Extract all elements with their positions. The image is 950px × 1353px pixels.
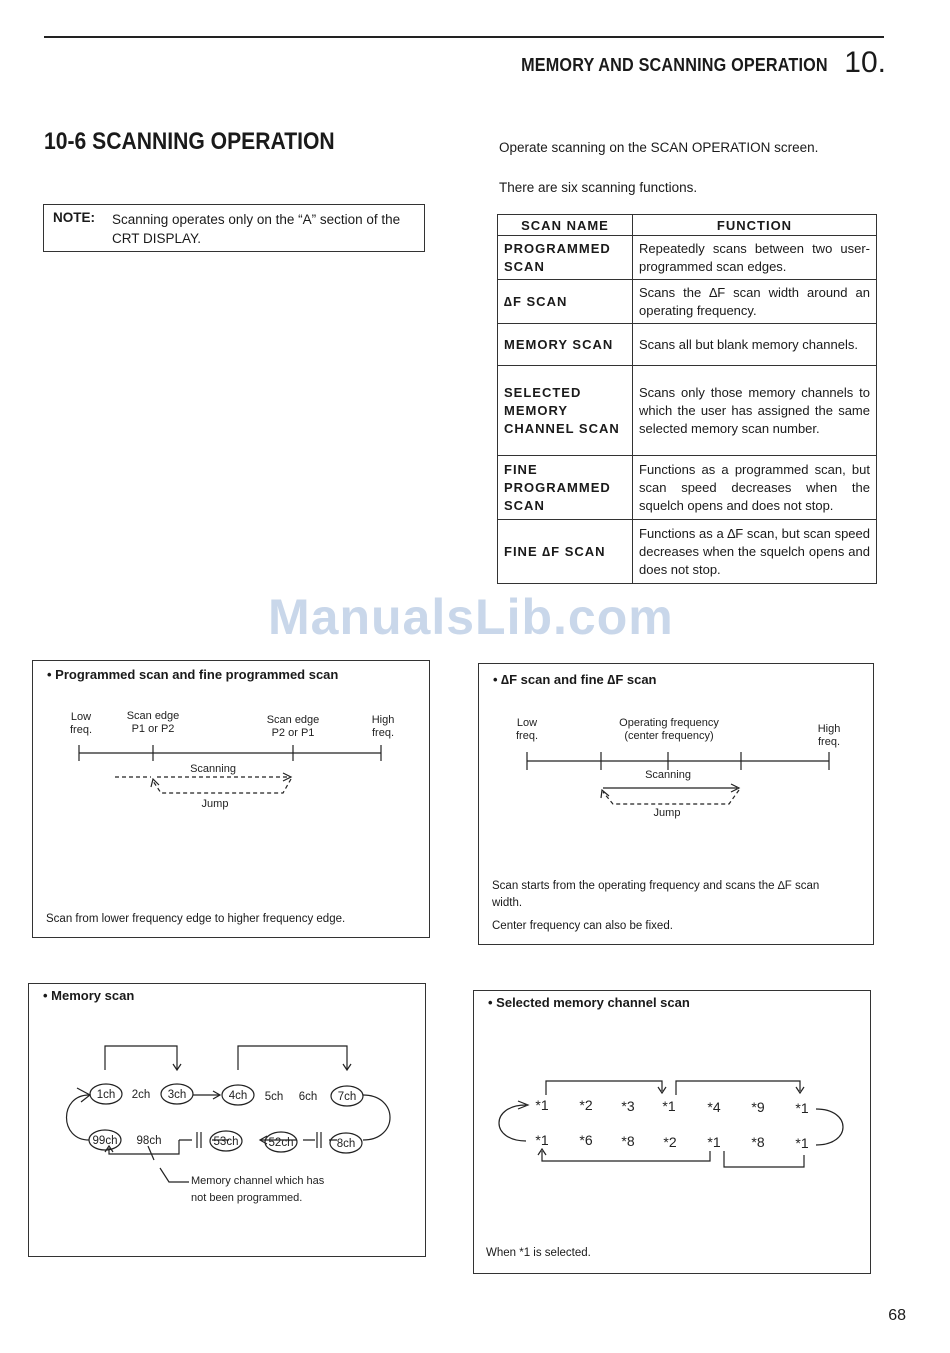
wrap-arrow bbox=[499, 1105, 526, 1141]
scan-name: FINE PROGRAMMED SCAN bbox=[498, 456, 633, 520]
scan-functions-table bbox=[497, 214, 877, 584]
note-text: Scanning operates only on the “A” section of the CRT DISPLAY. bbox=[112, 212, 401, 246]
center-label: Operating frequency bbox=[619, 717, 719, 729]
jump-label: Jump bbox=[653, 807, 681, 819]
table-header-function: FUNCTION bbox=[633, 215, 877, 236]
selected-channel-label: *2 bbox=[663, 1134, 677, 1150]
edge1-label-2: P1 or P2 bbox=[131, 723, 175, 735]
selected-channel-label: *1 bbox=[535, 1097, 549, 1113]
channel-label: 53ch bbox=[213, 1136, 239, 1148]
note-box bbox=[43, 204, 425, 252]
channel-label: 1ch bbox=[96, 1089, 116, 1101]
channel-label: 7ch bbox=[337, 1091, 357, 1103]
high-label: High bbox=[817, 723, 841, 735]
scan-name: SELECTED MEMORY CHANNEL SCAN bbox=[498, 366, 633, 456]
section-title: 10-6 SCANNING OPERATION bbox=[44, 128, 335, 155]
selected-channel-label: *8 bbox=[621, 1133, 635, 1149]
channel-label: 2ch bbox=[131, 1089, 151, 1101]
scan-name: FINE ∆F SCAN bbox=[498, 520, 633, 584]
panel-title: • ∆F scan and fine ∆F scan bbox=[493, 672, 657, 687]
pointer-line bbox=[148, 1146, 154, 1160]
scan-function: Functions as a ∆F scan, but scan speed decreases when the squelch opens and does not stop. bbox=[633, 520, 877, 584]
loop-arrow bbox=[105, 1046, 177, 1070]
break-icon bbox=[317, 1132, 321, 1148]
selected-channel-label: *3 bbox=[621, 1098, 635, 1114]
page-number: 68 bbox=[888, 1307, 906, 1324]
low-label-2: freq. bbox=[515, 730, 539, 742]
scan-function: Functions as a programmed scan, but scan speed decreases when the squelch opens and does not stop. bbox=[633, 456, 877, 520]
selected-channel-label: *6 bbox=[579, 1132, 593, 1148]
loop-arrow bbox=[724, 1151, 804, 1167]
jump-label: Jump bbox=[201, 798, 229, 810]
panel-caption: When *1 is selected. bbox=[486, 1247, 591, 1259]
table-row bbox=[498, 324, 877, 366]
jump-arrow bbox=[153, 779, 291, 793]
arrowhead-icon bbox=[601, 790, 609, 798]
channel-label: 99ch bbox=[92, 1135, 118, 1147]
intro-line-2: There are six scanning functions. bbox=[499, 180, 698, 195]
selected-channel-label: *1 bbox=[535, 1132, 549, 1148]
scan-function: Scans only those memory channels to which the user has assigned the same selected memory scan number. bbox=[633, 366, 877, 456]
selected-channel-label: *1 bbox=[662, 1098, 676, 1114]
channel-label: 6ch bbox=[298, 1091, 318, 1103]
memory-scan-diagram bbox=[29, 984, 425, 1256]
programmed-scan-diagram bbox=[33, 661, 429, 937]
table-header-name: SCAN NAME bbox=[498, 215, 633, 236]
chapter-title: MEMORY AND SCANNING OPERATION bbox=[521, 55, 828, 75]
chapter-number: 10. bbox=[844, 46, 886, 79]
loop-arrow bbox=[542, 1151, 710, 1161]
channel-label: 5ch bbox=[264, 1091, 284, 1103]
table-row bbox=[498, 280, 877, 324]
low-label-2: freq. bbox=[69, 724, 93, 736]
table-row bbox=[498, 456, 877, 520]
panel-caption: Scan starts from the operating frequency and scans the ∆F scan width. bbox=[492, 880, 820, 909]
scan-function: Repeatedly scans between two user-programmed scan edges. bbox=[633, 236, 877, 280]
table-header-row bbox=[498, 215, 877, 236]
channel-label: 52ch bbox=[268, 1137, 294, 1149]
table-row bbox=[498, 236, 877, 280]
loop-arrow bbox=[238, 1046, 347, 1070]
selected-channel-label: *1 bbox=[795, 1100, 809, 1116]
edge1-label: Scan edge bbox=[126, 710, 180, 722]
panel-memory-scan bbox=[28, 983, 426, 1257]
high-label-2: freq. bbox=[817, 736, 841, 748]
panel-title: • Selected memory channel scan bbox=[488, 995, 690, 1010]
low-label: Low bbox=[70, 711, 92, 723]
scan-function: Scans the ∆F scan width around an operating frequency. bbox=[633, 280, 877, 324]
panel-selected-memory-scan bbox=[473, 990, 871, 1274]
high-label: High bbox=[371, 714, 395, 726]
selected-channel-label: *2 bbox=[579, 1097, 593, 1113]
loop-arrow bbox=[546, 1081, 662, 1095]
low-label: Low bbox=[516, 717, 538, 729]
loop-arrow bbox=[676, 1081, 800, 1095]
panel-caption: Scan from lower frequency edge to higher frequency edge. bbox=[46, 913, 346, 925]
jump-arrow bbox=[603, 790, 739, 804]
panel-programmed-scan bbox=[32, 660, 430, 938]
panel-deltaf-scan bbox=[478, 663, 874, 945]
selected-memory-scan-diagram bbox=[474, 991, 870, 1273]
scanning-label: Scanning bbox=[190, 763, 236, 775]
table-row bbox=[498, 366, 877, 456]
scan-function: Scans all but blank memory channels. bbox=[633, 324, 877, 366]
channel-label: 3ch bbox=[167, 1089, 187, 1101]
edge2-label-2: P2 or P1 bbox=[271, 727, 315, 739]
break-icon bbox=[197, 1132, 201, 1148]
panel-title: • Memory scan bbox=[43, 988, 135, 1003]
selected-channel-label: *4 bbox=[707, 1099, 721, 1115]
high-label-2: freq. bbox=[371, 727, 395, 739]
wrap-arrow bbox=[67, 1095, 90, 1140]
header-rule bbox=[44, 36, 884, 38]
callout-text: Memory channel which has bbox=[191, 1175, 325, 1187]
table-row bbox=[498, 520, 877, 584]
selected-channel-label: *1 bbox=[795, 1135, 809, 1151]
scan-name: MEMORY SCAN bbox=[498, 324, 633, 366]
channel-label: 4ch bbox=[228, 1090, 248, 1102]
callout-line bbox=[160, 1168, 189, 1182]
watermark: ManualsLib.com bbox=[268, 589, 674, 645]
intro-line-1: Operate scanning on the SCAN OPERATION screen. bbox=[499, 140, 819, 155]
selected-channel-label: *8 bbox=[751, 1134, 765, 1150]
callout-text-2: not been programmed. bbox=[191, 1192, 303, 1204]
channel-label: 8ch bbox=[336, 1138, 356, 1150]
channel-label: 98ch bbox=[136, 1135, 162, 1147]
scanning-label: Scanning bbox=[645, 769, 691, 781]
scan-name: PROGRAMMED SCAN bbox=[498, 236, 633, 280]
selected-channel-label: *9 bbox=[751, 1099, 765, 1115]
wrap-arrow bbox=[816, 1109, 843, 1145]
scan-name: ∆F SCAN bbox=[498, 280, 633, 324]
note-label: NOTE: bbox=[53, 210, 95, 225]
panel-title: • Programmed scan and fine programmed scan bbox=[47, 667, 339, 682]
edge2-label: Scan edge bbox=[266, 714, 320, 726]
center-label-2: (center frequency) bbox=[624, 730, 714, 742]
panel-caption-2: Center frequency can also be fixed. bbox=[492, 920, 673, 932]
wrap-arrow bbox=[363, 1095, 390, 1140]
selected-channel-label: *1 bbox=[707, 1134, 721, 1150]
